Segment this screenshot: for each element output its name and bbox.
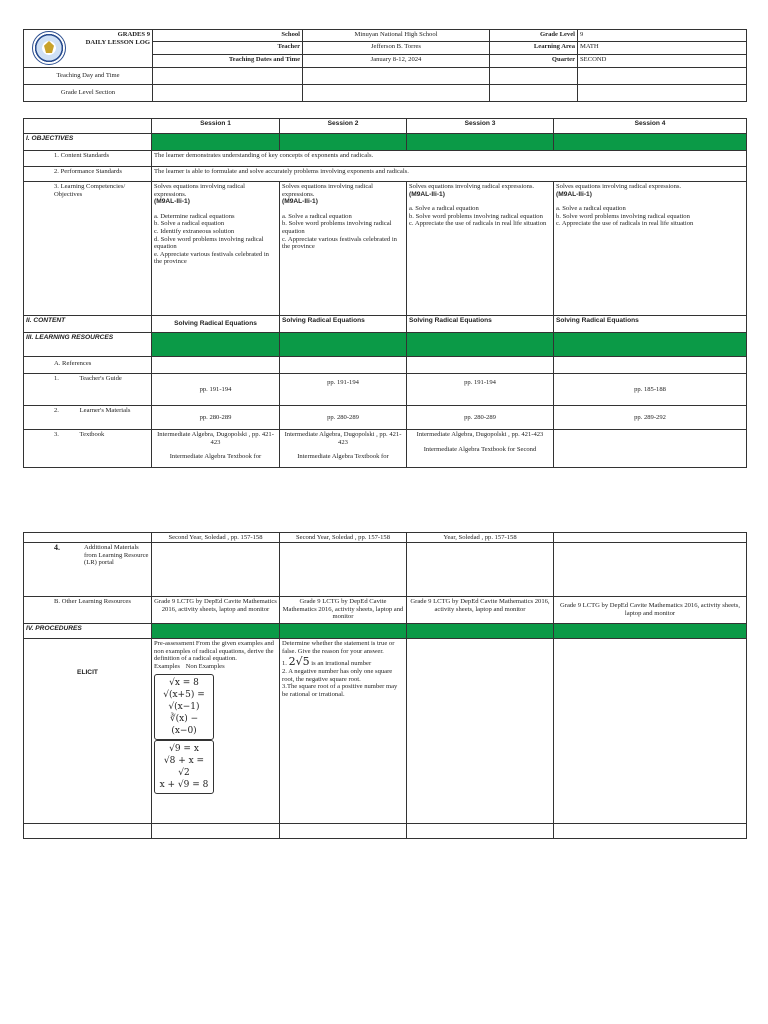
content-session-1: Solving Radical Equations bbox=[152, 316, 280, 333]
objective-item: c. Appreciate the use of radicals in real life situation bbox=[556, 220, 694, 228]
examples-label: Examples bbox=[154, 662, 181, 670]
references-blank bbox=[280, 357, 407, 374]
references-blank bbox=[407, 357, 554, 374]
textbook-session-3 bbox=[407, 430, 554, 468]
teaching-dates-label: Teaching Dates and Time bbox=[153, 55, 303, 68]
daily-lesson-log-label: DAILY LESSON LOG bbox=[85, 38, 150, 46]
grade-level-value: 9 bbox=[578, 30, 747, 42]
textbook-number: 3. bbox=[54, 431, 59, 438]
session-2-header: Session 2 bbox=[280, 119, 407, 134]
grade-level-section-label: Grade Level Section bbox=[24, 85, 153, 102]
teachers-guide-label: Teacher's Guide bbox=[79, 375, 122, 382]
grade-level-label: Grade Level bbox=[490, 30, 578, 42]
teachers-guide-label-cell bbox=[24, 374, 152, 406]
teaching-dates-value: January 8-12, 2024 bbox=[303, 55, 490, 68]
section-value bbox=[153, 85, 303, 102]
grades-label: GRADES 9 bbox=[117, 31, 150, 38]
elicit-label: ELICIT bbox=[24, 639, 152, 824]
other-resources-session-2: Grade 9 LCTG by DepEd Cavite Mathematics 2016, activity sheets, laptop and monitor bbox=[280, 597, 407, 624]
additional-materials-session-3 bbox=[407, 543, 554, 597]
competency-intro: Solves equations involving radical expressions. bbox=[556, 183, 682, 190]
green-bar bbox=[280, 134, 407, 151]
textbook-continued-blank bbox=[24, 533, 152, 543]
blank-row-cell bbox=[24, 824, 152, 839]
session-1-header: Session 1 bbox=[152, 119, 280, 134]
non-examples-box bbox=[154, 740, 214, 794]
content-standards-value: The learner demonstrates understanding of key concepts of exponents and radicals. bbox=[152, 151, 747, 167]
example-equation: √x = 8 bbox=[169, 678, 199, 689]
objective-item: b. Solve a radical equation bbox=[154, 220, 225, 228]
learning-area-value: MATH bbox=[578, 42, 747, 55]
example-equation: √(x+5) = √(x−1) bbox=[163, 690, 205, 713]
objective-item: b. Solve word problems involving radical equation bbox=[556, 212, 690, 220]
teaching-day-value bbox=[153, 68, 303, 85]
session-header-blank bbox=[24, 119, 152, 134]
learners-materials-session-3: pp. 280-289 bbox=[407, 406, 554, 430]
section-value-2 bbox=[303, 85, 490, 102]
green-bar bbox=[280, 624, 407, 639]
references-blank bbox=[152, 357, 280, 374]
green-bar bbox=[407, 624, 554, 639]
question-3: 3.The square root of a positive number may be rational or irrational. bbox=[282, 683, 398, 698]
question-math: 2√5 bbox=[288, 655, 310, 669]
session-3-header: Session 3 bbox=[407, 119, 554, 134]
teaching-day-value-2 bbox=[303, 68, 490, 85]
textbook-session-4 bbox=[554, 430, 747, 468]
competency-intro: Solves equations involving radical expressions. bbox=[154, 183, 246, 198]
competencies-label: 3. Learning Competencies/ Objectives bbox=[24, 182, 152, 316]
question-number: 1. bbox=[282, 660, 287, 668]
elicit-session-2 bbox=[280, 639, 407, 824]
objective-item: c. Identify extraneous solution bbox=[154, 227, 235, 235]
non-example-equation: √9 = x bbox=[169, 744, 199, 755]
procedures-heading: IV. PROCEDURES bbox=[24, 624, 152, 639]
content-session-4: Solving Radical Equations bbox=[554, 316, 747, 333]
teachers-guide-session-4: pp. 185-188 bbox=[554, 374, 747, 406]
learning-resources-heading: III. LEARNING RESOURCES bbox=[24, 333, 152, 357]
example-equation: ∛(x) − (x−0) bbox=[169, 714, 199, 737]
textbook-continued-session-3: Year, Soledad , pp. 157-158 bbox=[407, 533, 554, 543]
blank-row-cell bbox=[152, 824, 280, 839]
school-label: School bbox=[153, 30, 303, 42]
other-resources-session-1: Grade 9 LCTG by DepEd Cavite Mathematics 2016, activity sheets, laptop and monitor bbox=[152, 597, 280, 624]
objective-item: c. Appreciate the use of radicals in real life situation bbox=[409, 220, 547, 228]
objectives-heading: I. OBJECTIVES bbox=[24, 134, 152, 151]
lesson-table-page-1 bbox=[23, 118, 747, 468]
green-bar bbox=[280, 333, 407, 357]
green-bar bbox=[152, 134, 280, 151]
textbook-label-cell bbox=[24, 430, 152, 468]
teachers-guide-session-3: pp. 191-194 bbox=[407, 374, 554, 406]
objective-item: a. Solve a radical equation bbox=[409, 205, 479, 213]
objective-item: b. Solve word problems involving radical equation bbox=[409, 212, 543, 220]
textbook-session-1 bbox=[152, 430, 280, 468]
competency-intro: Solves equations involving radical expressions. bbox=[409, 183, 535, 190]
school-value: Minuyan National High School bbox=[303, 30, 490, 42]
learners-materials-session-4: pp. 289-292 bbox=[554, 406, 747, 430]
textbook-label: Textbook bbox=[79, 431, 105, 438]
objective-item: a. Solve a radical equation bbox=[556, 205, 626, 213]
additional-materials-session-1 bbox=[152, 543, 280, 597]
header-title-cell bbox=[24, 30, 153, 68]
references-blank bbox=[554, 357, 747, 374]
competency-session-1 bbox=[152, 182, 280, 316]
section-value-4 bbox=[578, 85, 747, 102]
teacher-label: Teacher bbox=[153, 42, 303, 55]
content-heading: II. CONTENT bbox=[24, 316, 152, 333]
additional-materials-session-4 bbox=[554, 543, 747, 597]
session-4-header: Session 4 bbox=[554, 119, 747, 134]
competency-code: (M9AL-IIi-1) bbox=[282, 198, 318, 206]
learners-materials-label: Learner's Materials bbox=[79, 407, 131, 414]
textbook-ref-2: Intermediate Algebra Textbook for bbox=[297, 453, 389, 461]
header-table bbox=[23, 29, 747, 102]
competency-session-3 bbox=[407, 182, 554, 316]
elicit-instructions: Pre-assessment From the given examples and non examples of radical equations, derive the definition of a radical equation. bbox=[154, 640, 274, 663]
deped-seal-logo bbox=[32, 31, 66, 65]
textbook-continued-session-1: Second Year, Soledad , pp. 157-158 bbox=[152, 533, 280, 543]
additional-materials-number: 4. bbox=[54, 543, 60, 552]
textbook-ref: Intermediate Algebra, Dugopolski , pp. 421-423 bbox=[157, 431, 274, 446]
green-bar bbox=[407, 134, 554, 151]
elicit-session-1 bbox=[152, 639, 280, 824]
learners-materials-number: 2. bbox=[54, 407, 59, 414]
green-bar bbox=[407, 333, 554, 357]
teaching-day-label: Teaching Day and Time bbox=[24, 68, 153, 85]
performance-standards-label: 2. Performance Standards bbox=[24, 167, 152, 182]
quarter-label: Quarter bbox=[490, 55, 578, 68]
additional-materials-session-2 bbox=[280, 543, 407, 597]
learners-materials-session-1: pp. 280-289 bbox=[152, 406, 280, 430]
green-bar bbox=[152, 624, 280, 639]
competency-session-2 bbox=[280, 182, 407, 316]
content-session-2: Solving Radical Equations bbox=[280, 316, 407, 333]
non-examples-label: Non Examples bbox=[185, 662, 225, 670]
content-standards-label: 1. Content Standards bbox=[24, 151, 152, 167]
non-example-equation: √8 + x = √2 bbox=[163, 756, 205, 779]
teaching-day-value-3 bbox=[490, 68, 578, 85]
learning-area-label: Learning Area bbox=[490, 42, 578, 55]
references-label: A. References bbox=[24, 357, 152, 374]
non-example-equation: x + √9 = 8 bbox=[159, 780, 209, 791]
objective-item: a. Solve a radical equation bbox=[282, 212, 352, 220]
teachers-guide-session-2: pp. 191-194 bbox=[280, 374, 407, 406]
textbook-ref: Intermediate Algebra, Dugopolski , pp. 421-423 bbox=[284, 431, 402, 446]
objective-item: c. Appreciate various festivals celebrated in the province bbox=[282, 235, 397, 251]
other-resources-label: B. Other Learning Resources bbox=[24, 597, 152, 624]
teaching-day-value-4 bbox=[578, 68, 747, 85]
competency-session-4 bbox=[554, 182, 747, 316]
additional-materials-label-cell bbox=[24, 543, 152, 597]
teachers-guide-session-1: pp. 191-194 bbox=[152, 374, 280, 406]
content-session-3: Solving Radical Equations bbox=[407, 316, 554, 333]
green-bar bbox=[554, 624, 747, 639]
additional-materials-label: Additional Materials from Learning Resource (LR) portal bbox=[84, 544, 149, 567]
textbook-session-2 bbox=[280, 430, 407, 468]
objective-item: e. Appreciate various festivals celebrated in the province bbox=[154, 250, 269, 266]
objective-item: b. Solve word problems involving radical equation bbox=[282, 220, 392, 235]
elicit-session-3 bbox=[407, 639, 554, 824]
competency-code: (M9AL-IIi-1) bbox=[154, 198, 190, 206]
other-resources-session-3: Grade 9 LCTG by DepEd Cavite Mathematics 2016, activity sheets, laptop and monitor bbox=[407, 597, 554, 624]
textbook-ref-2: Intermediate Algebra Textbook for bbox=[169, 453, 262, 461]
blank-row-cell bbox=[280, 824, 407, 839]
teachers-guide-number: 1. bbox=[54, 375, 59, 382]
competency-code: (M9AL-IIi-1) bbox=[409, 190, 445, 198]
competency-code: (M9AL-IIi-1) bbox=[556, 190, 592, 198]
teacher-value: Jefferson B. Torres bbox=[303, 42, 490, 55]
competency-intro: Solves equations involving radical expressions. bbox=[282, 183, 374, 198]
green-bar bbox=[554, 333, 747, 357]
section-value-3 bbox=[490, 85, 578, 102]
textbook-continued-session-2: Second Year, Soledad , pp. 157-158 bbox=[280, 533, 407, 543]
examples-box bbox=[154, 674, 214, 740]
question-2: 2. A negative number has only one square root, the negative square root. bbox=[282, 668, 393, 683]
learners-materials-session-2: pp. 280-289 bbox=[280, 406, 407, 430]
question-1-text: is an irrational number bbox=[311, 660, 372, 668]
green-bar bbox=[152, 333, 280, 357]
textbook-ref-2: Intermediate Algebra Textbook for Second bbox=[423, 445, 537, 453]
lesson-table-page-2 bbox=[23, 532, 747, 839]
elicit-session-4 bbox=[554, 639, 747, 824]
elicit-instructions: Determine whether the statement is true or false. Give the reason for your answer. bbox=[282, 640, 395, 655]
blank-row-cell bbox=[407, 824, 554, 839]
quarter-value: SECOND bbox=[578, 55, 747, 68]
other-resources-session-4: Grade 9 LCTG by DepEd Cavite Mathematics 2016, activity sheets, laptop and monitor bbox=[554, 597, 747, 624]
learners-materials-label-cell bbox=[24, 406, 152, 430]
blank-row-cell bbox=[554, 824, 747, 839]
objective-item: a. Determine radical equations bbox=[154, 212, 235, 220]
textbook-ref: Intermediate Algebra, Dugopolski , pp. 421-423 bbox=[416, 431, 544, 438]
textbook-continued-session-4 bbox=[554, 533, 747, 543]
green-bar bbox=[554, 134, 747, 151]
performance-standards-value: The learner is able to formulate and solve accurately problems involving exponents and radicals. bbox=[152, 167, 747, 182]
objective-item: d. Solve word problems involving radical equation bbox=[154, 235, 264, 251]
